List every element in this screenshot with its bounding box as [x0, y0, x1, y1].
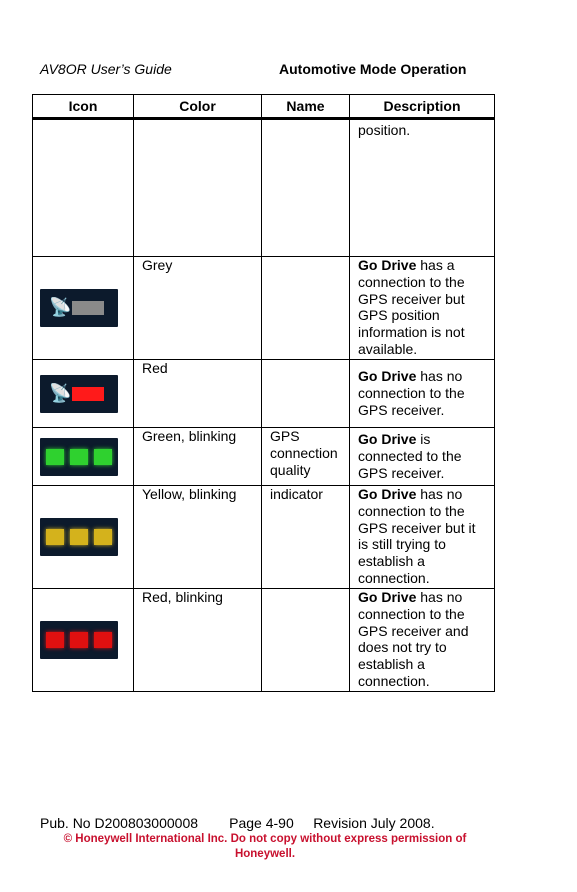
header-icon: Icon [33, 95, 134, 119]
table-row [33, 589, 495, 692]
description-cell [350, 428, 495, 486]
header-description: Description [350, 95, 495, 119]
table-row-continued [33, 119, 495, 257]
icon-cell [33, 428, 134, 486]
section-title: Automotive Mode Operation [279, 61, 467, 77]
description-text: has no connection to the GPS receiver but it is still trying to establish a connection. [358, 486, 476, 586]
color-cell: Red, blinking [134, 589, 262, 692]
icon-cell [33, 257, 134, 360]
gps-quality-red-icon [40, 621, 118, 659]
icon-cell [33, 589, 134, 692]
header-name: Name [262, 95, 350, 119]
product-name: Go Drive [358, 368, 417, 385]
color-cell: Red [134, 360, 262, 428]
copyright-notice: © Honeywell International Inc. Do not copy without express permission of Honeywell. [63, 833, 467, 860]
icon-cell [33, 486, 134, 589]
table-row [33, 428, 495, 486]
gps-quality-yellow-icon [40, 518, 118, 556]
description-cell [350, 257, 495, 360]
header-color: Color [134, 95, 262, 119]
name-cell [262, 360, 350, 428]
name-cell: GPS connection quality [262, 428, 350, 486]
product-name: Go Drive [358, 589, 417, 605]
publication-line: Pub. No D200803000008 Page 4-90 Revision July 2008. [40, 815, 435, 831]
description-text: has a connection to the GPS receiver but GPS position information is not available. [358, 257, 465, 357]
guide-title: AV8OR User’s Guide [40, 61, 172, 77]
product-name: Go Drive [358, 431, 417, 448]
icon-cell [33, 119, 134, 257]
table-header-row [33, 95, 495, 119]
description-text: has no connection to the GPS receiver and does not try to establish a connection. [358, 589, 469, 689]
color-cell [134, 119, 262, 257]
name-cell [262, 257, 350, 360]
name-cell: indicator [262, 486, 350, 589]
color-cell: Yellow, blinking [134, 486, 262, 589]
description-cell [350, 486, 495, 589]
name-cell [262, 119, 350, 257]
icon-cell [33, 360, 134, 428]
gps-satellite-grey-icon: 📡 [40, 289, 118, 327]
gps-quality-green-icon [40, 438, 118, 476]
color-cell: Grey [134, 257, 262, 360]
color-cell: Green, blinking [134, 428, 262, 486]
description-text: has no connection to the GPS receiver. [358, 368, 465, 418]
table-row [33, 486, 495, 589]
table-row [33, 257, 495, 360]
name-cell [262, 589, 350, 692]
table-row [33, 360, 495, 428]
description-text: position. [358, 122, 411, 138]
description-cell [350, 589, 495, 692]
gps-satellite-red-icon: 📡 [40, 375, 118, 413]
description-cell [350, 360, 495, 428]
product-name: Go Drive [358, 257, 417, 273]
description-cell [350, 119, 495, 257]
description-text: is connected to the GPS receiver. [358, 431, 462, 481]
icon-table [32, 94, 495, 692]
product-name: Go Drive [358, 486, 417, 502]
